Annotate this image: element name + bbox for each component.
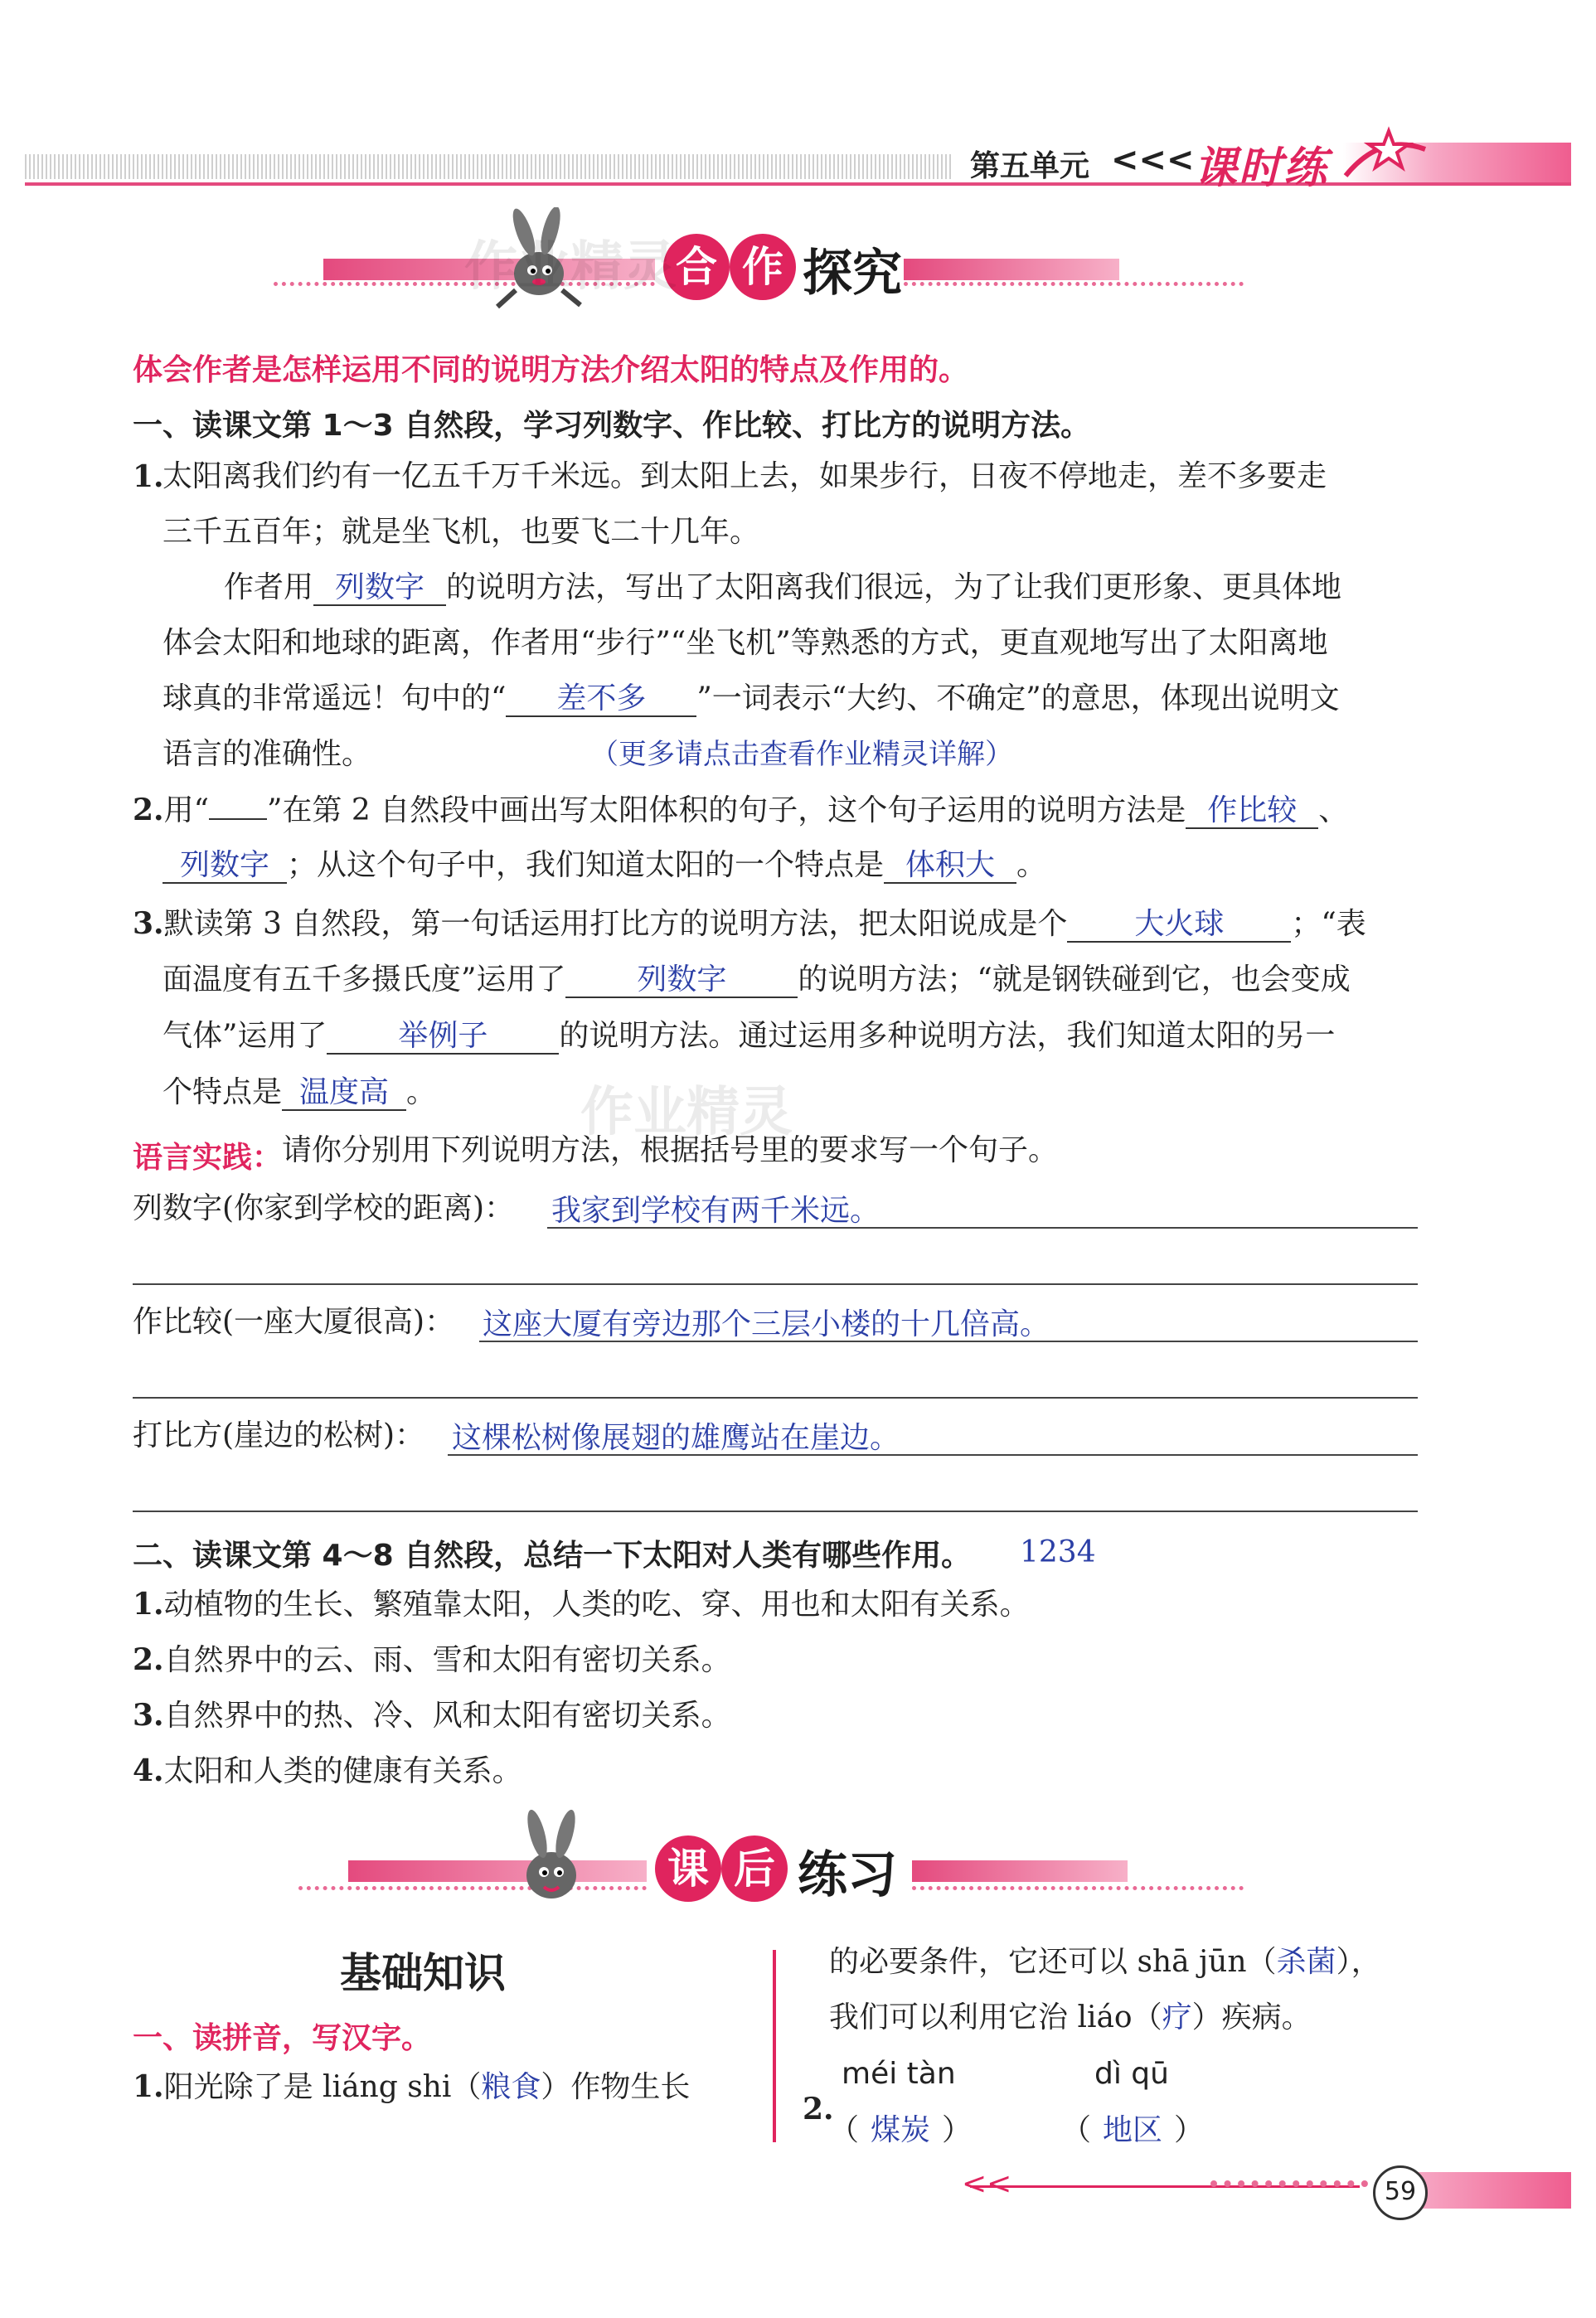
q2-pre: 用“ xyxy=(163,793,209,827)
item-text: 动植物的生长、繁殖靠太阳，人类的吃、穿、用也和太阳有关系。 xyxy=(163,1588,1030,1622)
banner1-title: 探究 xyxy=(803,245,902,303)
answer-blank-2[interactable]: 差不多 xyxy=(506,682,696,717)
q1-line3-post: 的说明方法，写出了太阳离我们很远，为了让我们更形象、更具体地 xyxy=(446,570,1342,604)
paren-open: （ xyxy=(1061,2113,1092,2147)
paren-open: （ xyxy=(829,2113,860,2147)
answer-box-2 xyxy=(1061,2112,1204,2149)
practice-answer-2[interactable]: 这座大厦有旁边那个三层小楼的十几倍高。 xyxy=(483,1307,1050,1341)
q3-line1-pre: 默读第 3 自然段，第一句话运用打比方的说明方法，把太阳说成是个 xyxy=(163,907,1068,941)
q3-text-line3 xyxy=(163,1018,1335,1055)
answer-line xyxy=(479,1341,1418,1342)
q2-sep: 、 xyxy=(1318,793,1349,827)
basics-title: 基础知识 xyxy=(340,1949,506,1997)
q1-text-line3 xyxy=(224,570,1341,606)
page-number: 59 xyxy=(1373,2165,1428,2220)
answer-blank-4[interactable]: 列数字 xyxy=(163,849,287,884)
paren-close: ） xyxy=(942,2113,973,2147)
practice-label: 语言实践： xyxy=(133,1141,283,1175)
banner-bar-right xyxy=(904,259,1119,280)
practice-answer-3[interactable]: 这棵松树像展翅的雄鹰站在崖边。 xyxy=(452,1421,900,1455)
q2-number: 2. xyxy=(133,793,164,827)
answer-blank-coal[interactable]: 煤炭 xyxy=(871,2113,931,2147)
answer-line xyxy=(448,1454,1418,1456)
banner-dots-right xyxy=(912,1886,1244,1890)
q3-line4-pre: 个特点是 xyxy=(163,1075,283,1109)
q3-text-line2 xyxy=(163,962,1351,998)
q3-line2-pre: 面温度有五千多摄氏度”运用了 xyxy=(163,963,566,997)
q3-line4-post: 。 xyxy=(406,1075,437,1109)
item-number: 2. xyxy=(133,1642,164,1677)
practice-prompt-3: 打比方(崖边的松树)： xyxy=(133,1418,425,1452)
q1-text-line4: 体会太阳和地球的距离，作者用“步行”“坐飞机”等熟悉的方式，更直观地写出了太阳离地 xyxy=(163,626,1328,660)
q1-post: ）作物生长 xyxy=(541,2070,691,2104)
pinyin-1: méi tàn xyxy=(842,2057,956,2091)
footer-dots xyxy=(1210,2180,1368,2187)
answer-blank-grain[interactable]: 粮食 xyxy=(481,2070,541,2104)
part1-heading: 一、读课文第 1～3 自然段，学习列数字、作比较、打比方的说明方法。 xyxy=(133,409,1091,443)
q1-text-line5 xyxy=(163,681,1340,717)
answer-blank-6[interactable]: 大火球 xyxy=(1067,908,1291,943)
item-text: 自然界中的云、雨、雪和太阳有密切关系。 xyxy=(163,1643,731,1677)
q3-line3-post: 的说明方法。通过运用多种说明方法，我们知道太阳的另一 xyxy=(559,1019,1336,1053)
q3-text-line1 xyxy=(133,905,1366,943)
basics-heading: 一、读拼音，写汉字。 xyxy=(133,2021,432,2055)
answer-blank-treat[interactable]: 疗 xyxy=(1162,2000,1192,2034)
item-number: 3. xyxy=(133,1698,164,1733)
q1-text-line6: 语言的准确性。 xyxy=(163,737,372,771)
r2-pre: 我们可以利用它治 liáo（ xyxy=(829,2000,1162,2034)
q1-text-line2: 三千五百年；就是坐飞机，也要飞二十几年。 xyxy=(163,515,760,549)
q1-pre: 阳光除了是 liáng shi（ xyxy=(163,2070,482,2104)
practice-prompt-2: 作比较(一座大厦很高)： xyxy=(133,1305,455,1339)
footer-accent xyxy=(1418,2172,1571,2209)
banner2-char1: 课 xyxy=(655,1835,721,1902)
star-swoosh-icon xyxy=(1339,124,1430,191)
answer-blank-sterilize[interactable]: 杀菌 xyxy=(1276,1945,1336,1979)
q2-post: ；从这个句子中，我们知道太阳的一个特点是 xyxy=(287,848,885,882)
r1-post: ）， xyxy=(1336,1945,1381,1979)
part2-item-2 xyxy=(133,1642,731,1679)
banner-dots-right xyxy=(904,282,1244,286)
header-chevrons: <<< xyxy=(1111,141,1195,179)
q2-number: 2. xyxy=(803,2092,834,2126)
part2-item-3 xyxy=(133,1697,731,1734)
answer-line xyxy=(133,1397,1418,1399)
r2-post: ）疾病。 xyxy=(1191,2000,1312,2034)
intro-instruction: 体会作者是怎样运用不同的说明方法介绍太阳的特点及作用的。 xyxy=(133,353,969,387)
q3-line1-post: ；“表 xyxy=(1291,907,1366,941)
practice-instruction: 请你分别用下列说明方法，根据括号里的要求写一个句子。 xyxy=(282,1133,1059,1167)
answer-blank-7[interactable]: 列数字 xyxy=(565,963,798,998)
part2-answer[interactable]: 1234 xyxy=(1020,1535,1096,1569)
practice-prompt-1: 列数字(你家到学校的距离)： xyxy=(133,1191,515,1225)
q2-mid: ”在第 2 自然段中画出写太阳体积的句子，这个句子运用的说明方法是 xyxy=(267,793,1186,827)
unit-label: 第五单元 xyxy=(970,149,1090,183)
q2-text-line2 xyxy=(163,847,1046,884)
q1-text-line1: 太阳离我们约有一亿五千万千米远。到太阳上去，如果步行，日夜不停地走，差不多要走 xyxy=(163,459,1327,493)
banner1-char2: 作 xyxy=(730,234,796,300)
watermark: 作业精灵 xyxy=(464,236,677,298)
q1-line5-pre: 球真的非常遥远！句中的“ xyxy=(163,681,507,715)
item-text: 自然界中的热、冷、风和太阳有密切关系。 xyxy=(163,1699,731,1733)
q3-line3-pre: 气体”运用了 xyxy=(163,1019,327,1053)
answer-line xyxy=(547,1227,1418,1229)
practice-answer-1[interactable]: 我家到学校有两千米远。 xyxy=(551,1194,880,1228)
paren-close: ） xyxy=(1174,2113,1205,2147)
part2-item-4 xyxy=(133,1753,522,1790)
basics-right-line2 xyxy=(829,2000,1312,2036)
banner2-title: 练习 xyxy=(798,1846,897,1904)
banner2-char2: 后 xyxy=(721,1835,788,1902)
item-number: 1. xyxy=(133,1587,164,1622)
answer-line xyxy=(133,1283,1418,1285)
item-text: 太阳和人类的健康有关系。 xyxy=(163,1754,522,1788)
q2-end: 。 xyxy=(1016,848,1047,882)
answer-line xyxy=(133,1511,1418,1512)
item-number: 4. xyxy=(133,1753,164,1788)
q-number: 1. xyxy=(133,2069,164,2104)
answer-blank-3[interactable]: 作比较 xyxy=(1186,794,1318,829)
banner1-char1: 合 xyxy=(663,234,730,300)
r1-pre: 的必要条件，它还可以 shā jūn（ xyxy=(829,1945,1277,1979)
answer-box-1 xyxy=(829,2112,972,2149)
more-details-link[interactable]: （更多请点击查看作业精灵详解） xyxy=(590,738,1013,771)
brand-title: 课时练 xyxy=(1194,143,1329,193)
rabbit-mascot-icon xyxy=(489,1807,614,1915)
column-divider xyxy=(773,1950,776,2142)
header-stripe xyxy=(25,154,953,179)
part2-heading: 二、读课文第 4～8 自然段，总结一下太阳对人类有哪些作用。 xyxy=(133,1539,972,1573)
underline-sample xyxy=(209,818,267,820)
basics-q1-line xyxy=(133,2068,690,2106)
answer-blank-9[interactable]: 温度高 xyxy=(282,1076,406,1111)
footer-chevrons: << xyxy=(962,2167,1012,2201)
q1-line5-post: ”一词表示“大约、不确定”的意思，体现出说明文 xyxy=(696,681,1340,715)
answer-blank-5[interactable]: 体积大 xyxy=(884,849,1016,884)
basics-right-line1 xyxy=(829,1944,1381,1981)
answer-blank-region[interactable]: 地区 xyxy=(1103,2113,1163,2147)
pinyin-2: dì qū xyxy=(1094,2057,1169,2091)
q2-text-line1 xyxy=(133,792,1348,829)
q1-line3-pre: 作者用 xyxy=(224,570,314,604)
q1-number: 1. xyxy=(133,459,164,494)
watermark: 作业精灵 xyxy=(580,1082,793,1143)
banner-bar-right xyxy=(912,1860,1128,1882)
q3-number: 3. xyxy=(133,906,164,941)
q3-text-line4 xyxy=(163,1074,436,1111)
part2-item-1 xyxy=(133,1586,1030,1623)
answer-blank-8[interactable]: 举例子 xyxy=(327,1020,559,1055)
answer-blank-1[interactable]: 列数字 xyxy=(313,571,446,606)
q3-line2-post: 的说明方法；“就是钢铁碰到它，也会变成 xyxy=(798,963,1351,997)
